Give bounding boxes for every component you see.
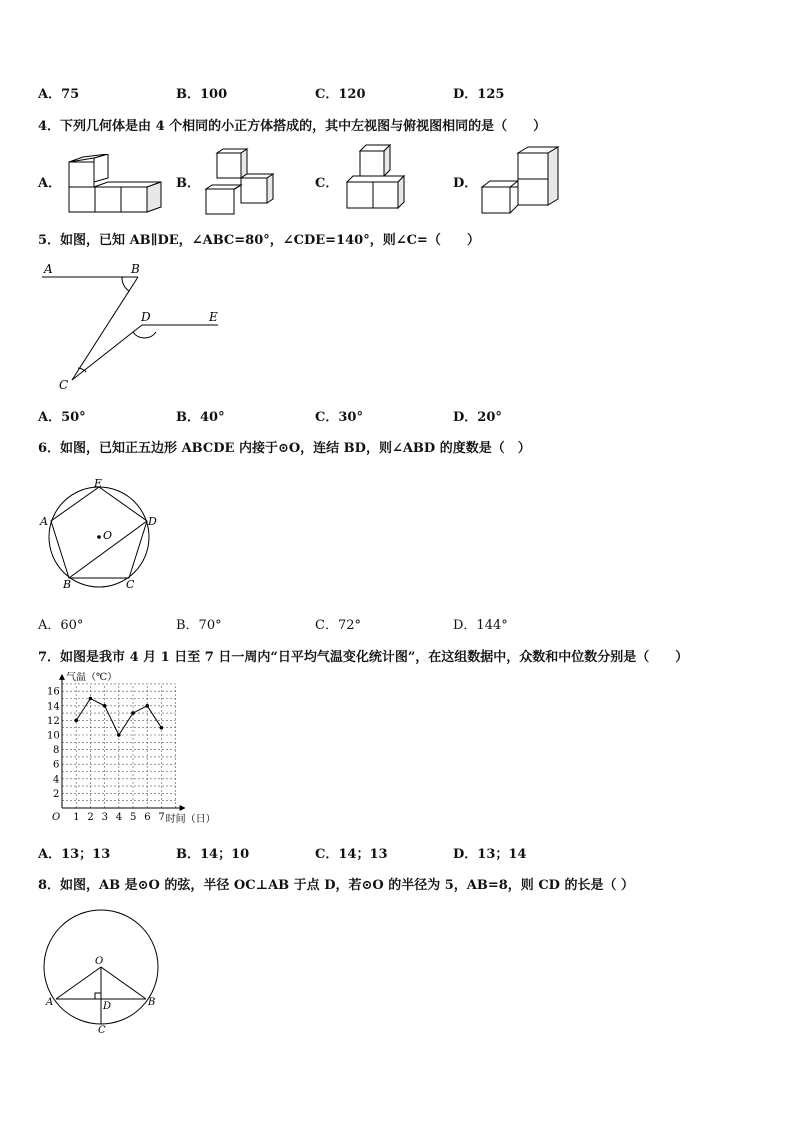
q4-option-a-letter: A． [38,176,62,191]
q5-option-b: B．40° [176,410,225,425]
q6-stem: 6．如图，已知正五边形 ABCDE 内接于⊙O，连结 BD，则∠ABD 的度数是（ ） [38,441,531,456]
q5-label-c: C [59,378,69,392]
chart-y-tick-label: 16 [47,686,60,698]
chart-x-tick-label: 3 [101,812,108,823]
q8-figure [38,905,163,1035]
q5-label-d: D [141,310,151,324]
chart-data-point [160,726,164,730]
chart-y-tick-label: 2 [53,788,60,800]
q6-option-a: A．60° [38,618,84,633]
q6-option-d: D．144° [453,618,508,633]
chart-x-tick-label: 2 [87,812,94,823]
chart-y-tick-label: 12 [47,715,60,727]
q7-option-a: A．13；13 [38,847,111,862]
q4-stem: 4．下列几何体是由 4 个相同的小正方体搭成的，其中左视图与俯视图相同的是（ ） [38,119,547,134]
chart-y-tick-label: 8 [53,745,60,757]
q4-option-a-figure [66,154,166,216]
chart-x-tick-label: 4 [115,812,123,823]
chart-x-tick-label: 1 [73,812,80,823]
q7-stem: 7．如图是我市 4 月 1 日至 7 日一周内“日平均气温变化统计图”，在这组数据中，众数和中位数分别是（ ） [38,650,689,665]
chart-y-tick-label: 6 [53,759,60,771]
chart-y-tick-label: 4 [53,774,60,786]
q5-option-c: C．30° [315,410,363,425]
q5-figure [30,258,230,398]
q5-label-b: B [131,262,140,276]
q8-label-c: C [98,1025,106,1035]
q6-label-c: C [126,578,135,591]
q4-option-c-letter: C． [315,176,339,191]
q4-option-b-figure [203,147,278,217]
q3-option-d: D．125 [453,87,505,102]
q3-option-a: A．75 [38,87,80,102]
chart-data-point [131,711,135,715]
chart-x-tick-label: 5 [130,812,137,823]
q6-option-c: C．72° [315,618,361,633]
chart-x-tick-label: 6 [144,812,151,823]
q8-label-b: B [148,997,156,1008]
q6-figure [36,475,166,595]
q6-label-o: O [103,529,113,542]
chart-data-point [117,733,121,737]
q5-option-d: D．20° [453,410,502,425]
q8-label-d: D [103,1001,112,1012]
q3-option-c: C．120 [315,87,366,102]
q8-label-a: A [46,997,54,1008]
q6-option-b: B．70° [176,618,222,633]
q6-label-b: B [63,578,72,591]
chart-data-point [145,704,149,708]
q7-option-b: B．14；10 [176,847,250,862]
chart-x-axis-label: 时间（日） [165,814,216,825]
q7-option-c: C．14；13 [315,847,388,862]
chart-x-axis-arrow [180,805,186,811]
q4-option-d-figure [480,145,565,217]
q8-label-o: O [95,956,104,967]
chart-y-tick-label: 10 [47,730,60,742]
q4-option-d-letter: D． [453,176,478,191]
chart-data-point [103,704,107,708]
chart-y-axis-label: 气温（℃） [66,672,118,683]
q5-option-a: A．50° [38,410,86,425]
chart-y-tick-label: 14 [47,701,60,713]
q4-option-b-letter: B． [176,176,200,191]
temperature-chart [40,672,230,832]
q5-stem: 5．如图，已知 AB∥DE，∠ABC=80°，∠CDE=140°，则∠C=（ ） [38,233,480,248]
chart-y-axis-arrow [59,674,65,680]
q5-label-e: E [209,310,218,324]
q7-option-d: D．13；14 [453,847,527,862]
q6-label-e: E [94,477,103,490]
chart-origin-label: O [52,812,61,823]
chart-data-point [74,719,78,723]
q3-option-b: B．100 [176,87,228,102]
q4-option-c-figure [344,142,416,214]
q6-label-d: D [148,515,157,528]
q8-stem: 8．如图，AB 是⊙O 的弦，半径 OC⊥AB 于点 D，若⊙O 的半径为 5，AB=8，则 CD 的长是（ ） [38,878,634,893]
chart-data-point [89,697,93,701]
chart-x-tick-label: 7 [158,812,165,823]
q6-label-a: A [40,515,48,528]
q5-label-a: A [44,262,53,276]
